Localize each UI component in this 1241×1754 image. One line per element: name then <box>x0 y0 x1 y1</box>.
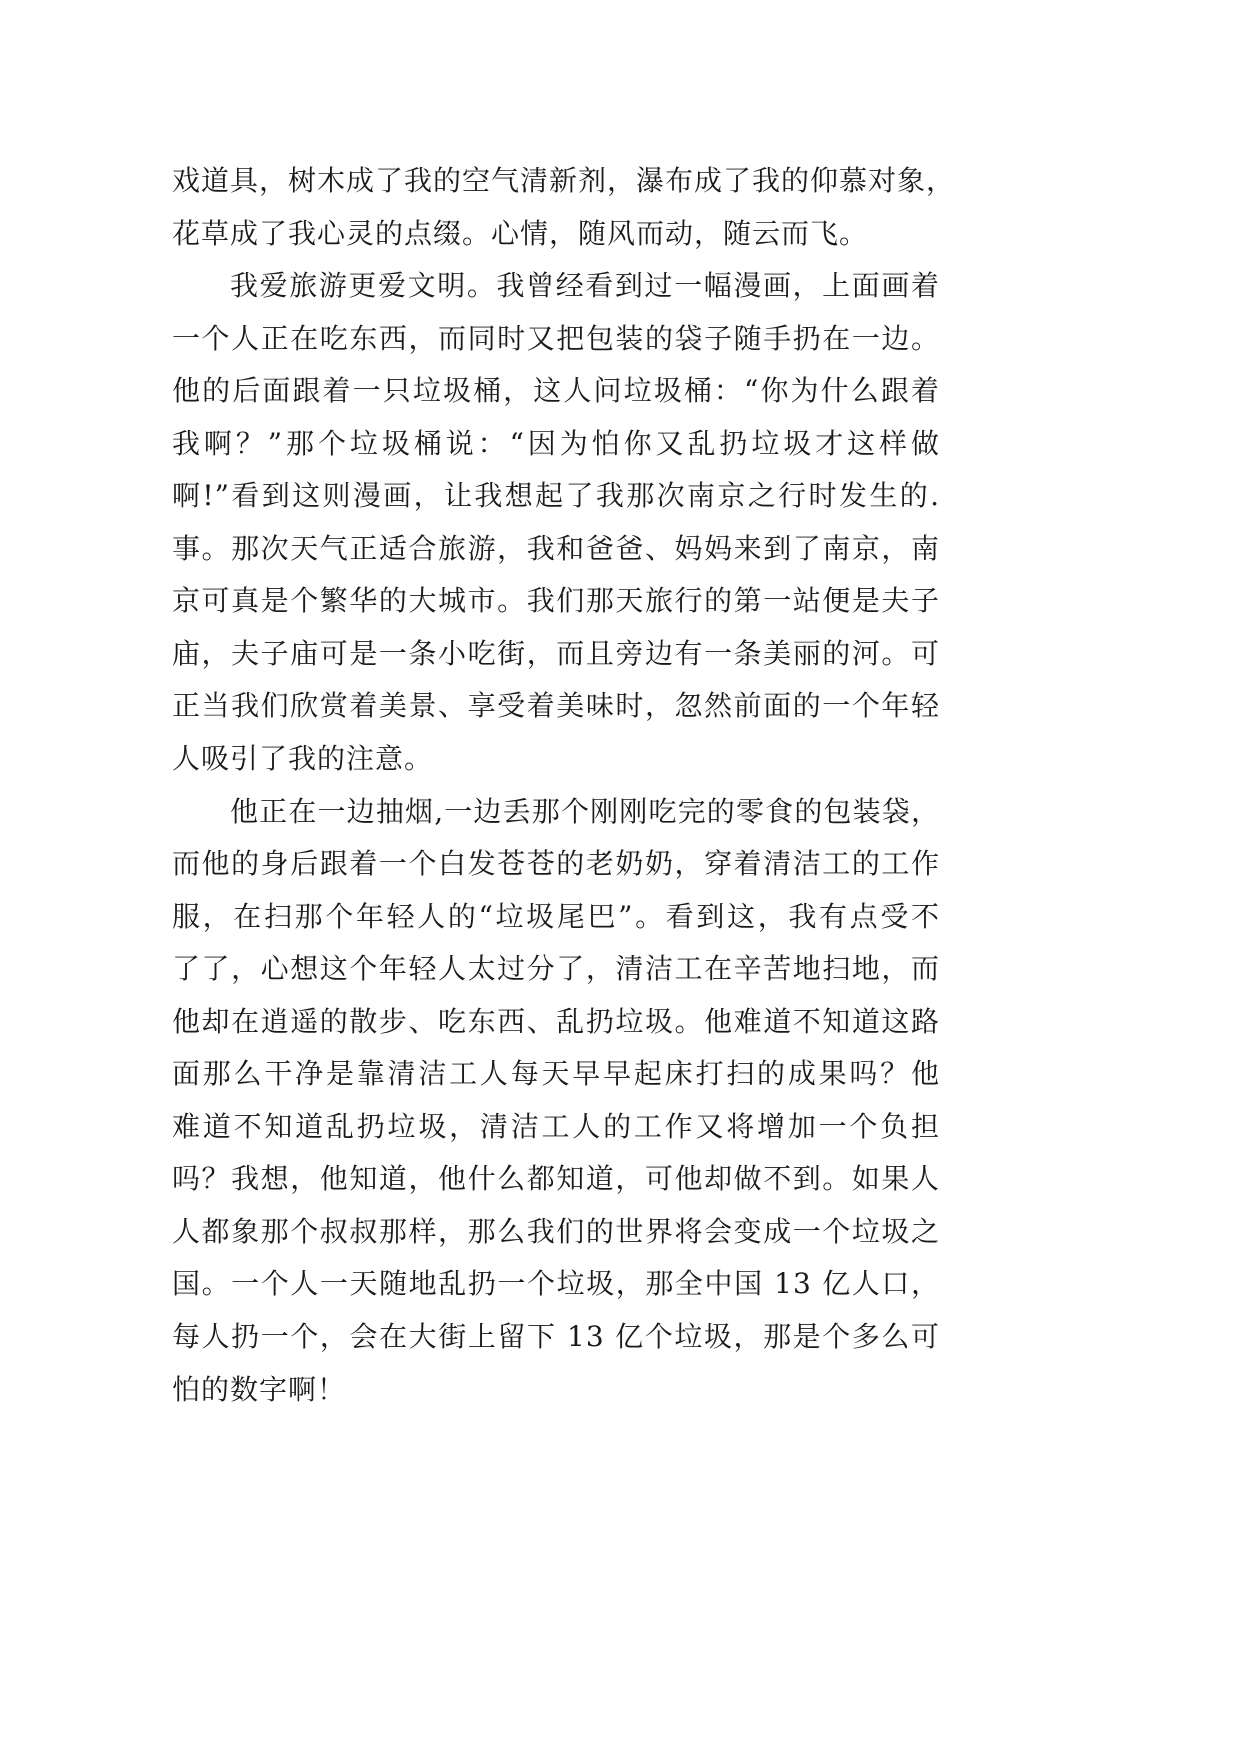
text-line: 难道不知道乱扔垃圾，清洁工人的工作又将增加一个负担 <box>172 1109 940 1143</box>
text-line: 人都象那个叔叔那样，那么我们的世界将会变成一个垃圾之 <box>172 1214 940 1248</box>
text-line: 我爱旅游更爱文明。我曾经看到过一幅漫画，上面画着 <box>230 269 940 303</box>
text-line: 国。一个人一天随地乱扔一个垃圾，那全中国 13 亿人口， <box>172 1267 940 1301</box>
text-line: 他却在逍遥的散步、吃东西、乱扔垃圾。他难道不知道这路 <box>172 1004 940 1038</box>
text-line: 了了，心想这个年轻人太过分了，清洁工在辛苦地扫地，而 <box>172 952 940 986</box>
paragraph <box>172 155 956 260</box>
text-line: 服，在扫那个年轻人的“垃圾尾巴”。看到这，我有点受不 <box>172 899 940 933</box>
text-line: 怕的数字啊！ <box>172 1372 347 1406</box>
text-line: 人吸引了我的注意。 <box>172 742 434 776</box>
paragraph <box>172 260 940 785</box>
text-line: 戏道具，树木成了我的空气清新剂，瀑布成了我的仰慕对象， <box>172 164 956 197</box>
paragraph <box>172 786 940 1417</box>
text-line: 啊!”看到这则漫画，让我想起了我那次南京之行时发生的. <box>172 479 940 513</box>
body-text <box>172 155 956 1416</box>
text-line: 一个人正在吃东西，而同时又把包装的袋子随手扔在一边。 <box>172 321 940 355</box>
text-line: 事。那次天气正适合旅游，我和爸爸、妈妈来到了南京，南 <box>172 531 940 565</box>
text-line: 京可真是个繁华的大城市。我们那天旅行的第一站便是夫子 <box>172 584 940 618</box>
text-line: 他的后面跟着一只垃圾桶，这人问垃圾桶：“你为什么跟着 <box>172 374 940 408</box>
text-line: 正当我们欣赏着美景、享受着美味时，忽然前面的一个年轻 <box>172 689 940 723</box>
text-line: 每人扔一个，会在大街上留下 13 亿个垃圾，那是个多么可 <box>172 1320 940 1354</box>
text-line: 面那么干净是靠清洁工人每天早早起床打扫的成果吗？他 <box>172 1057 940 1091</box>
text-line: 我啊？”那个垃圾桶说：“因为怕你又乱扔垃圾才这样做 <box>172 426 940 460</box>
text-line: 花草成了我心灵的点缀。心情，随风而动，随云而飞。 <box>172 216 869 250</box>
text-line: 吗？我想，他知道，他什么都知道，可他却做不到。如果人 <box>172 1162 940 1196</box>
text-line: 而他的身后跟着一个白发苍苍的老奶奶，穿着清洁工的工作 <box>172 847 940 881</box>
text-line: 庙，夫子庙可是一条小吃街，而且旁边有一条美丽的河。可 <box>172 636 940 670</box>
text-line: 他正在一边抽烟,一边丢那个刚刚吃完的零食的包装袋， <box>230 794 940 828</box>
